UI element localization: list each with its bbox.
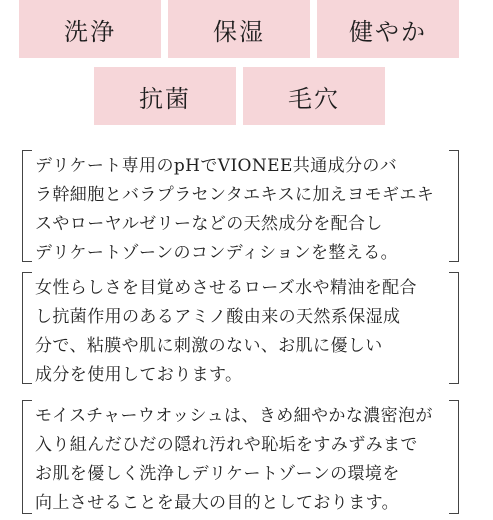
- paragraph-moisture-wash: [22, 400, 459, 514]
- bracket-left: [22, 400, 32, 514]
- bracket-left: [22, 150, 32, 262]
- bracket-right: [449, 272, 459, 384]
- paragraph-line: お肌を優しく洗浄しデリケートゾーンの環境を: [35, 464, 400, 484]
- tag-pores: 毛穴: [243, 67, 385, 125]
- paragraph-line: 成分を使用しております。: [35, 365, 243, 385]
- paragraph-rose-water: [22, 272, 459, 384]
- paragraph-line: デリケートゾーンのコンディションを整える。: [35, 243, 399, 263]
- paragraph-line: 女性らしさを目覚めさせるローズ水や精油を配合: [35, 278, 417, 298]
- bracket-right: [449, 150, 459, 262]
- paragraph-text: [35, 152, 449, 268]
- tag-cleansing: 洗浄: [19, 0, 161, 58]
- tag-moisturizing: 保湿: [168, 0, 310, 58]
- paragraph-line: スやローヤルゼリーなどの天然成分を配合し: [35, 214, 383, 234]
- paragraph-line: 入り組んだひだの隠れ汚れや恥垢をすみずみまで: [35, 435, 418, 455]
- paragraph-line: ラ幹細胞とバラプラセンタエキスに加えヨモギエキ: [35, 185, 435, 205]
- paragraph-ingredients: [22, 150, 459, 262]
- paragraph-line: 分で、粘膜や肌に刺激のない、お肌に優しい: [35, 336, 383, 356]
- paragraph-line: モイスチャーウオッシュは、きめ細やかな濃密泡が: [35, 406, 433, 426]
- paragraph-text: [35, 274, 449, 390]
- paragraph-line: 向上させることを最大の目的としております。: [35, 493, 400, 513]
- paragraph-text: [35, 402, 449, 518]
- bracket-right: [449, 400, 459, 514]
- paragraph-line: し抗菌作用のあるアミノ酸由来の天然系保湿成: [35, 307, 401, 327]
- paragraph-line: デリケート専用のpHでVIONEE共通成分のバ: [35, 156, 398, 176]
- bracket-left: [22, 272, 32, 384]
- tag-healthy: 健やか: [317, 0, 459, 58]
- tag-antibacterial: 抗菌: [94, 67, 236, 125]
